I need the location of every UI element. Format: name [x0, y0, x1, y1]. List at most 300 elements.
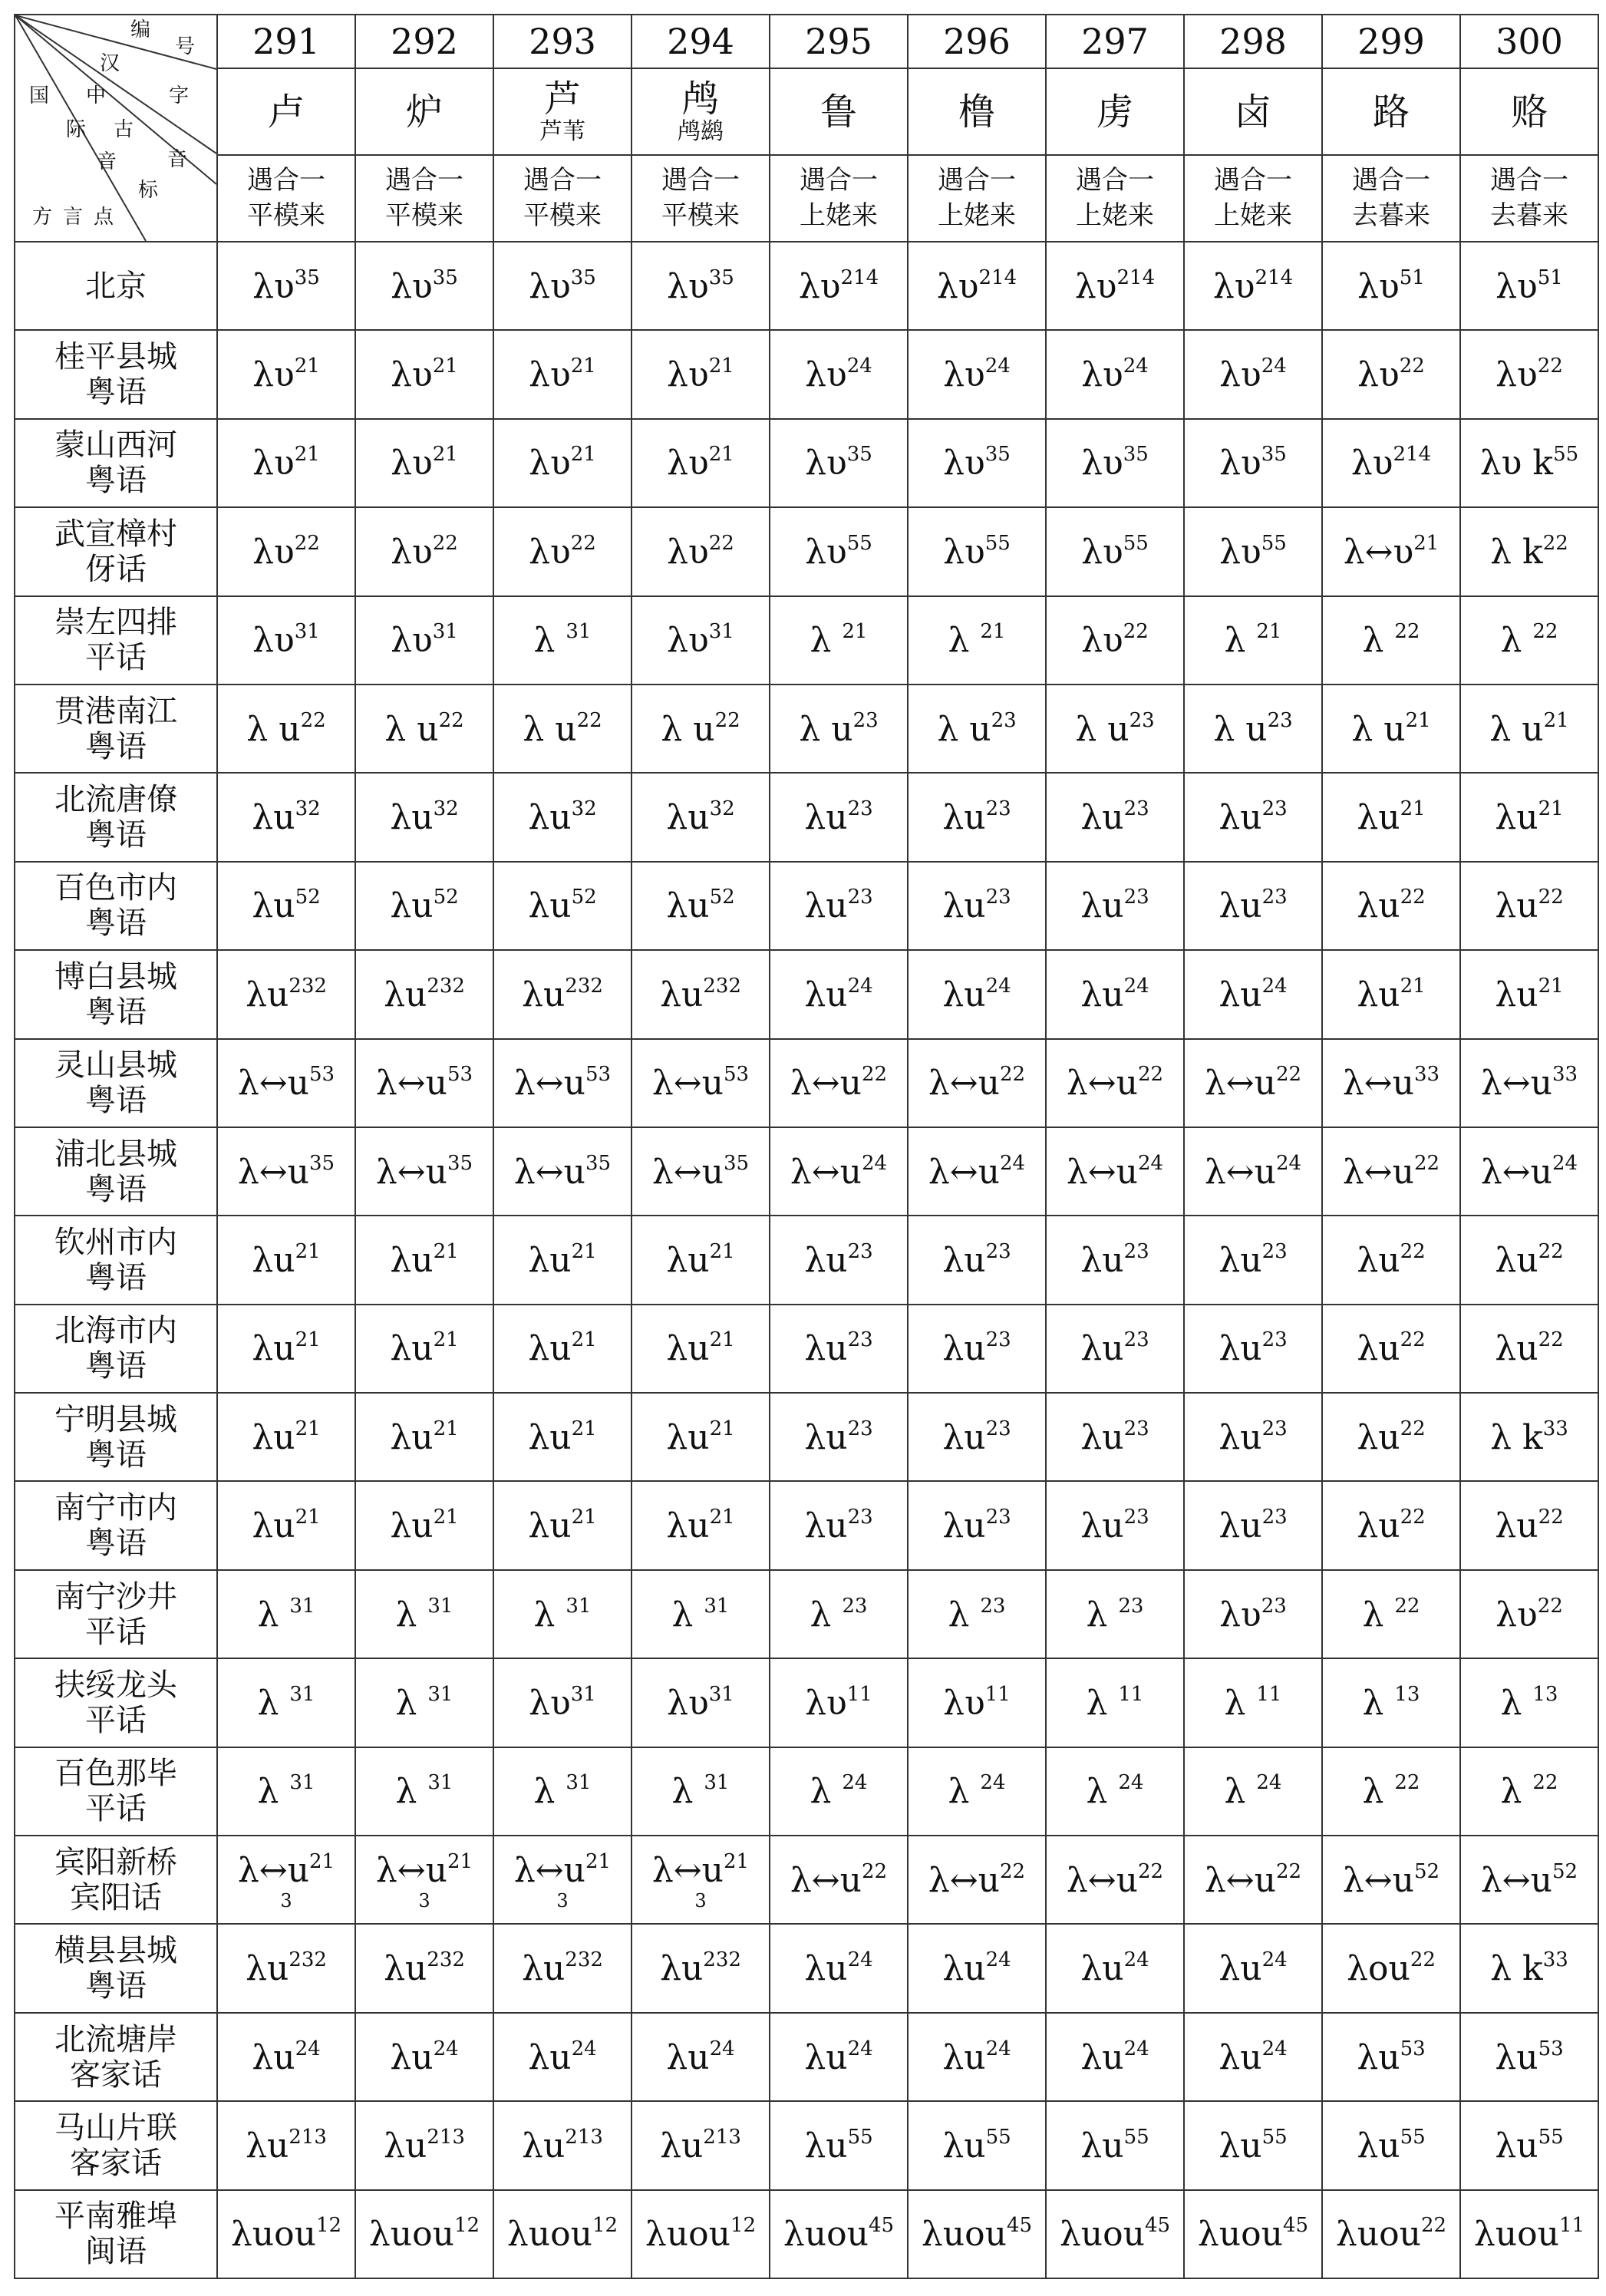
tone-value: 23 [1261, 1239, 1288, 1263]
ipa-cell [493, 685, 632, 773]
location-cell [15, 685, 217, 773]
tone-value: 23 [847, 886, 873, 909]
column-number: 296 [908, 15, 1046, 68]
corner-ipa-1: 国 [29, 84, 50, 107]
ipa-transcription: λ↔u [1204, 1152, 1276, 1192]
ipa-cell [908, 2013, 1046, 2101]
ipa-cell [217, 1039, 355, 1127]
tone-value: 24 [1118, 1771, 1144, 1795]
tone-value: 232 [565, 974, 603, 998]
tone-value: 53 [447, 1063, 473, 1087]
location-line: 北流塘岸 [54, 2021, 177, 2057]
ipa-transcription: λu [1357, 886, 1400, 926]
ipa-cell [355, 1924, 493, 2012]
ipa-cell [355, 1127, 493, 1216]
location-cell [15, 2101, 217, 2189]
tone-value: 24 [1552, 1151, 1578, 1175]
tone-value: 21 [571, 1328, 597, 1352]
tone-value: 22 [438, 708, 464, 732]
ipa-cell [1460, 773, 1598, 861]
ipa-cell [493, 242, 632, 330]
ipa-cell [493, 419, 632, 507]
ipa-transcription: λυ [252, 444, 295, 483]
ipa-transcription: λ↔u [651, 1152, 724, 1192]
ipa-cell [1460, 1039, 1598, 1127]
ipa-transcription: λυ [1350, 444, 1393, 483]
tone-value: 21 [432, 443, 458, 467]
ipa-transcription: λυ [943, 444, 985, 483]
tone-value: 21 [708, 443, 734, 467]
ipa-cell [908, 1924, 1046, 2012]
ipa-transcription: λυ [391, 266, 433, 306]
ipa-transcription: λ [948, 1595, 981, 1635]
ipa-cell [1046, 773, 1184, 861]
character: 虏 [1096, 90, 1133, 134]
ipa-cell [1460, 1481, 1598, 1569]
tone-value: 23 [985, 797, 1011, 821]
ipa-transcription: λu [528, 1329, 572, 1369]
ipa-transcription: λu [1357, 975, 1400, 1014]
ipa-transcription: λu [390, 1506, 434, 1546]
ipa-cell [1322, 419, 1460, 507]
ipa-transcription: λ [810, 1772, 843, 1812]
ipa-transcription: λu [1080, 2037, 1124, 2077]
ipa-cell [1046, 1393, 1184, 1481]
ipa-cell [908, 507, 1046, 595]
ipa-cell [908, 242, 1046, 330]
tone-value: 24 [433, 2037, 459, 2060]
ipa-cell [1460, 1747, 1598, 1836]
ipa-transcription: λυ [1357, 355, 1400, 395]
header-corner [15, 15, 217, 242]
ipa-cell [493, 1481, 632, 1569]
location-line: 百色那毕 [54, 1756, 177, 1792]
ipa-transcription: λ↔u [928, 1860, 1000, 1900]
location-line: 伢话 [85, 551, 147, 587]
location-line: 南宁市内 [54, 1490, 177, 1526]
ipa-cell [355, 419, 493, 507]
ipa-transcription: λu [1357, 1417, 1400, 1457]
tone-value: 21 [294, 355, 320, 378]
ipa-cell [217, 2101, 355, 2189]
ipa-cell [632, 1305, 770, 1393]
ipa-cell [632, 1127, 770, 1216]
column-number: 297 [1046, 15, 1184, 68]
ipa-transcription: λ↔u [375, 1850, 447, 1890]
ipa-cell [770, 773, 908, 861]
ipa-transcription: λυ [1219, 444, 1261, 483]
table-row [15, 2101, 1598, 2189]
tone-value: 35 [846, 443, 872, 467]
ipa-cell [355, 862, 493, 950]
ipa-cell [355, 1393, 493, 1481]
tone-value: 53 [1538, 2037, 1564, 2060]
ipa-cell [632, 1039, 770, 1127]
tone-value: 22 [1414, 1151, 1440, 1175]
location-line: 博白县城 [54, 958, 177, 995]
tone-value: 35 [1123, 443, 1149, 467]
ipa-cell [355, 2101, 493, 2189]
tone-value: 24 [847, 1948, 873, 1972]
tone-value: 232 [289, 974, 327, 998]
tone-value: 31 [566, 1771, 592, 1795]
ipa-transcription: λ↔u [375, 1152, 447, 1192]
ipa-transcription: λ↔u [513, 1850, 585, 1890]
ipa-transcription: λu [666, 798, 710, 838]
ipa-transcription: λuou [1059, 2215, 1145, 2255]
ipa-transcription: λu [804, 798, 848, 838]
ipa-cell [1460, 2013, 1598, 2101]
tone-continuation: 3 [556, 1889, 569, 1912]
tone-value: 22 [1532, 1771, 1558, 1795]
tone-value: 23 [847, 797, 873, 821]
category-line: 平模来 [385, 200, 463, 231]
location-line: 宾阳话 [70, 1879, 162, 1915]
character: 赂 [1510, 90, 1548, 134]
category-line: 遇合一 [1352, 164, 1430, 196]
tone-value: 22 [1538, 1328, 1564, 1352]
location-line: 闽语 [85, 2234, 147, 2270]
column-character [908, 68, 1046, 155]
ipa-transcription: λuou [368, 2215, 454, 2255]
ipa-cell [1322, 1658, 1460, 1747]
ipa-transcription: λu [390, 1417, 434, 1457]
ipa-cell [493, 862, 632, 950]
ipa-cell [355, 2190, 493, 2278]
tone-value: 213 [565, 2125, 603, 2149]
ipa-cell [217, 2190, 355, 2278]
location-cell [15, 1570, 217, 1658]
table-row [15, 330, 1598, 418]
tone-value: 23 [985, 1328, 1011, 1352]
ipa-cell [908, 1836, 1046, 1924]
location-line: 粤语 [85, 728, 147, 764]
ipa-transcription: λυ [667, 266, 709, 306]
ipa-transcription: λu [1219, 2126, 1262, 2166]
corner-loc-3: 点 [94, 206, 114, 229]
ipa-cell [1322, 2190, 1460, 2278]
tone-value: 31 [708, 1682, 734, 1706]
tone-value: 55 [1123, 531, 1149, 555]
ipa-cell [1460, 1924, 1598, 2012]
ipa-cell [1184, 1658, 1322, 1747]
table-row [15, 596, 1598, 685]
tone-value: 22 [1399, 355, 1425, 378]
ipa-cell [1460, 1836, 1598, 1924]
ipa-transcription: λu [246, 975, 289, 1014]
location-cell [15, 1393, 217, 1481]
ipa-cell [217, 685, 355, 773]
tone-value: 21 [709, 1417, 735, 1440]
ipa-cell [908, 1570, 1046, 1658]
ipa-transcription: λυ [1496, 355, 1538, 395]
tone-value: 31 [427, 1594, 453, 1618]
ipa-cell [1322, 2013, 1460, 2101]
ipa-transcription: λ↔u [237, 1152, 309, 1192]
tone-value: 213 [427, 2125, 465, 2149]
ipa-cell [1046, 596, 1184, 685]
table-row [15, 1305, 1598, 1393]
location-cell [15, 950, 217, 1038]
tone-value: 22 [294, 531, 320, 555]
ipa-cell [1184, 773, 1322, 861]
ipa-transcription: λu [1219, 886, 1262, 926]
ipa-transcription: λ [948, 1772, 981, 1812]
ipa-cell [1322, 1570, 1460, 1658]
ipa-cell [217, 330, 355, 418]
ipa-transcription: λu [252, 1329, 295, 1369]
ipa-cell [1184, 2190, 1322, 2278]
table-row [15, 685, 1598, 773]
tone-value: 31 [289, 1771, 315, 1795]
character: 橹 [958, 90, 995, 134]
ipa-cell [908, 862, 1046, 950]
ipa-transcription: λ [533, 1595, 566, 1635]
corner-char-1: 汉 [100, 52, 120, 75]
location-cell [15, 2013, 217, 2101]
tone-value: 31 [704, 1771, 730, 1795]
tone-value: 24 [1261, 355, 1287, 378]
tone-value: 21 [433, 1239, 459, 1263]
tone-value: 55 [1400, 2125, 1426, 2149]
ipa-transcription: λu [1357, 2126, 1400, 2166]
ipa-cell [632, 419, 770, 507]
ipa-transcription: λu [522, 1949, 566, 1989]
ipa-cell [217, 1570, 355, 1658]
ipa-cell [1322, 2101, 1460, 2189]
corner-char-2: 字 [169, 84, 190, 107]
ipa-transcription: λu [942, 2037, 986, 2077]
tone-value: 23 [980, 1594, 1006, 1618]
ipa-transcription: λ↔u [513, 1152, 585, 1192]
ipa-cell [908, 950, 1046, 1038]
tone-value: 52 [433, 886, 459, 909]
tone-value: 21 [571, 1506, 597, 1529]
ipa-transcription: λυ [943, 1683, 985, 1723]
ipa-cell [1184, 330, 1322, 418]
ipa-cell [770, 1039, 908, 1127]
location-cell [15, 1216, 217, 1304]
tone-value: 21 [295, 1239, 321, 1263]
tone-value: 21 [433, 1417, 459, 1440]
ipa-transcription: λu [1495, 975, 1538, 1014]
ipa-transcription: λuou [506, 2215, 592, 2255]
tone-value: 31 [566, 1594, 592, 1618]
ipa-transcription: λ [948, 621, 981, 661]
ipa-transcription: λu [1080, 1506, 1124, 1546]
ipa-transcription: λu [804, 886, 848, 926]
ipa-cell [1322, 1747, 1460, 1836]
tone-value: 12 [592, 2214, 618, 2238]
ipa-transcription: λ u [1075, 709, 1129, 749]
ipa-cell [1460, 1305, 1598, 1393]
tone-value: 24 [1261, 1948, 1288, 1972]
tone-value: 24 [985, 1948, 1011, 1972]
tone-value: 33 [1414, 1063, 1440, 1087]
ipa-transcription: λ [1362, 1595, 1395, 1635]
ipa-cell [217, 1836, 355, 1924]
ipa-transcription: λ [810, 1595, 843, 1635]
tone-value: 35 [447, 1151, 473, 1175]
ipa-cell [632, 1216, 770, 1304]
table-row [15, 1658, 1598, 1747]
location-line: 马山片联 [54, 2110, 177, 2146]
ipa-transcription: λ↔u [1066, 1064, 1138, 1103]
tone-value: 22 [1276, 1063, 1302, 1087]
ipa-cell [355, 242, 493, 330]
ipa-transcription: λu [1080, 798, 1124, 838]
tone-value: 21 [1413, 531, 1439, 555]
tone-value: 22 [1276, 1859, 1302, 1883]
ipa-transcription: λ↔u [651, 1850, 724, 1890]
ipa-cell [355, 1481, 493, 1569]
ipa-transcription: λ u [246, 709, 301, 749]
ipa-cell [1460, 419, 1598, 507]
tone-value: 53 [724, 1063, 750, 1087]
ipa-transcription: λ↔u [790, 1860, 862, 1900]
ipa-cell [632, 773, 770, 861]
ipa-transcription: λu [252, 886, 295, 926]
ipa-transcription: λ [1362, 1772, 1395, 1812]
ipa-cell [217, 1305, 355, 1393]
ipa-transcription: λ [395, 1772, 428, 1812]
ipa-cell [217, 1658, 355, 1747]
tone-value: 21 [585, 1849, 612, 1873]
ipa-cell [217, 1747, 355, 1836]
tone-value: 214 [1116, 266, 1156, 289]
ipa-transcription: λu [390, 2037, 434, 2077]
ipa-transcription: λυ [252, 532, 295, 572]
ipa-cell [1046, 862, 1184, 950]
ipa-transcription: λυ [943, 355, 985, 395]
location-line: 粤语 [85, 817, 147, 853]
ipa-cell [355, 1658, 493, 1747]
ipa-transcription: λuou [1197, 2215, 1283, 2255]
column-character [1322, 68, 1460, 155]
tone-value: 22 [1400, 1239, 1426, 1263]
column-character [493, 68, 632, 155]
column-character [1046, 68, 1184, 155]
tone-value: 21 [571, 1239, 597, 1263]
ipa-transcription: λ↔u [237, 1850, 309, 1890]
tone-value: 24 [1256, 1771, 1282, 1795]
location-line: 浦北县城 [54, 1136, 177, 1172]
ipa-transcription: λυ [1081, 621, 1123, 661]
ipa-cell [1460, 596, 1598, 685]
tone-value: 22 [1537, 355, 1563, 378]
tone-value: 21 [708, 355, 734, 378]
ipa-transcription: λυ [805, 532, 847, 572]
tone-value: 11 [1118, 1682, 1144, 1706]
ipa-transcription: λu [528, 1240, 572, 1280]
tone-value: 24 [846, 355, 872, 378]
category-line: 上姥来 [1076, 200, 1154, 231]
location-cell [15, 242, 217, 330]
tone-value: 21 [1538, 797, 1564, 821]
ipa-transcription: λ [257, 1772, 290, 1812]
tone-value: 23 [985, 1239, 1011, 1263]
column-character [217, 68, 355, 155]
tone-value: 53 [1400, 2037, 1426, 2060]
location-line: 客家话 [70, 2057, 162, 2093]
ipa-transcription: λu [528, 798, 572, 838]
ipa-cell [1046, 1039, 1184, 1127]
ipa-cell [493, 1747, 632, 1836]
ipa-transcription: λuou [230, 2215, 316, 2255]
tone-value: 23 [1129, 708, 1155, 732]
ipa-transcription: λυ [391, 532, 433, 572]
ipa-transcription: λ [257, 1595, 290, 1635]
ipa-cell [1046, 1216, 1184, 1304]
ipa-cell [1046, 1481, 1184, 1569]
ipa-transcription: λu [942, 2126, 986, 2166]
category-line: 上姥来 [1214, 200, 1292, 231]
tone-value: 21 [570, 443, 596, 467]
ipa-transcription: λu [1080, 1240, 1124, 1280]
tone-value: 21 [1400, 974, 1426, 998]
ipa-transcription: λυ [1357, 266, 1400, 306]
ipa-transcription: λ↔u [1204, 1064, 1276, 1103]
tone-value: 31 [708, 620, 734, 644]
category-line: 遇合一 [1214, 164, 1292, 196]
character: 鸬 [681, 78, 719, 121]
category-line: 平模来 [523, 200, 602, 231]
table-row [15, 2190, 1598, 2278]
ipa-transcription: λu [804, 2126, 848, 2166]
tone-value: 23 [847, 1328, 873, 1352]
ipa-cell [1322, 862, 1460, 950]
ipa-transcription: λ↔u [1480, 1152, 1552, 1192]
tone-value: 22 [1542, 531, 1568, 555]
ipa-transcription: λ k [1490, 532, 1543, 572]
ipa-transcription: λu [384, 1949, 427, 1989]
ipa-cell [1322, 1393, 1460, 1481]
tone-value: 51 [1537, 266, 1563, 289]
tone-value: 31 [427, 1682, 453, 1706]
ipa-cell [632, 1836, 770, 1924]
tone-value: 31 [566, 620, 592, 644]
tone-value: 55 [847, 2125, 873, 2149]
table-row [15, 950, 1598, 1038]
tone-value: 35 [1261, 443, 1287, 467]
ipa-transcription: λuou [1335, 2215, 1421, 2255]
ipa-cell [632, 1570, 770, 1658]
location-cell [15, 2190, 217, 2278]
ipa-cell [908, 1127, 1046, 1216]
table-row [15, 242, 1598, 330]
ipa-cell [1184, 1216, 1322, 1304]
location-cell [15, 1747, 217, 1836]
tone-value: 23 [842, 1594, 868, 1618]
tone-value: 21 [432, 355, 458, 378]
location-line: 平话 [85, 1702, 147, 1738]
tone-value: 214 [978, 266, 1017, 289]
ipa-cell [217, 1127, 355, 1216]
tone-value: 21 [433, 1506, 459, 1529]
tone-value: 24 [1138, 1151, 1164, 1175]
tone-value: 33 [1542, 1948, 1568, 1972]
table-row [15, 1393, 1598, 1481]
location-cell [15, 1039, 217, 1127]
ipa-transcription: λυ [1212, 266, 1255, 306]
ipa-cell [493, 1393, 632, 1481]
tone-value: 22 [1123, 620, 1149, 644]
tone-value: 23 [1123, 1417, 1149, 1440]
tone-value: 22 [1538, 886, 1564, 909]
tone-value: 232 [565, 1948, 603, 1972]
tone-value: 24 [1000, 1151, 1026, 1175]
corner-number-2: 号 [175, 35, 196, 58]
